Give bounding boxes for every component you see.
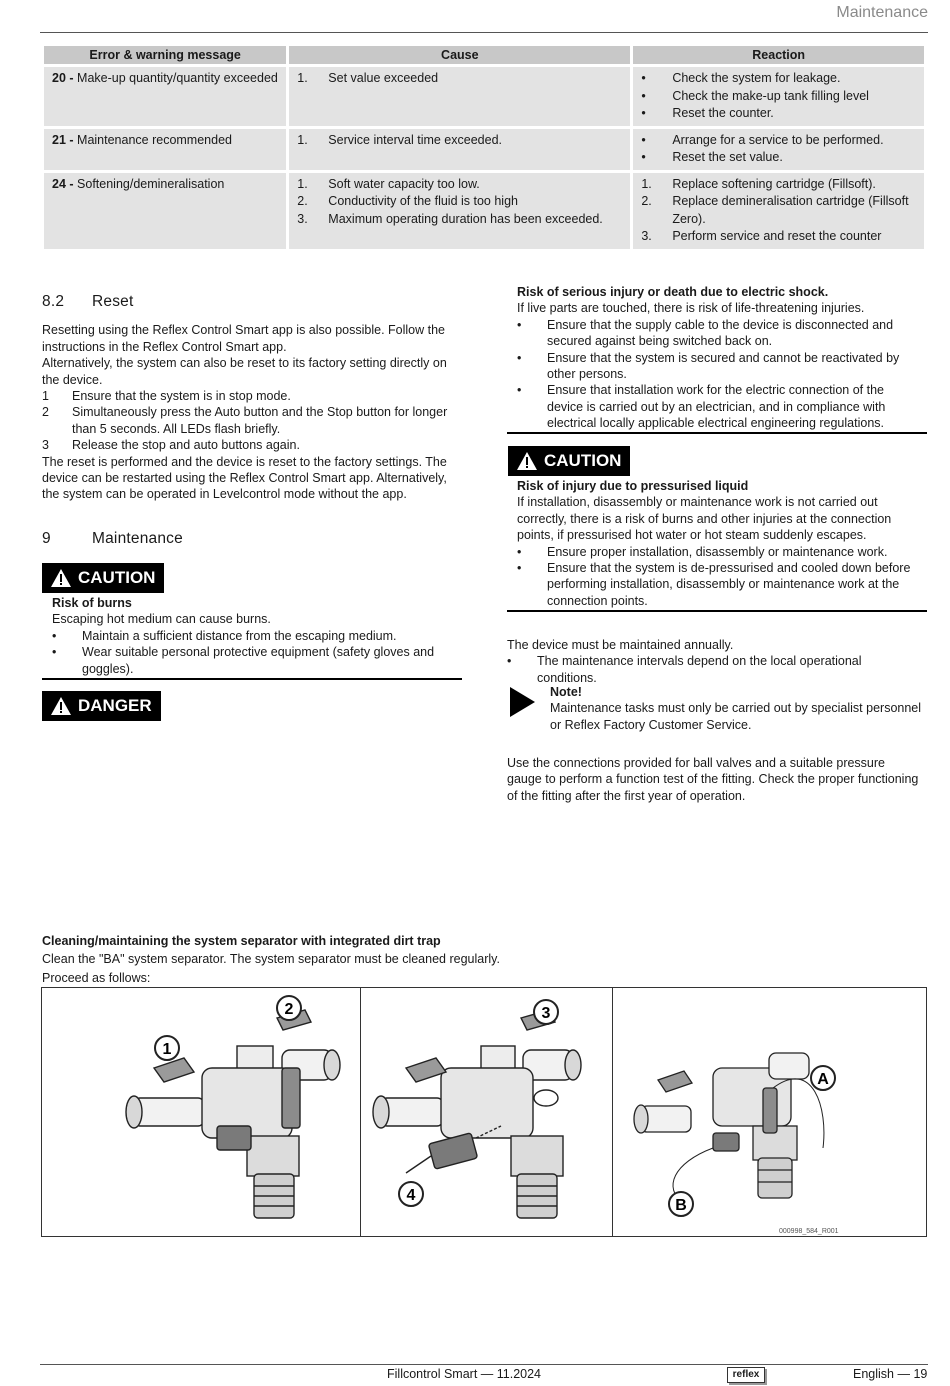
list-item: • Ensure that the supply cable to the device is disconnected and secured against being switched back on. xyxy=(517,317,894,349)
list-item: 1. Replace softening cartridge (Fillsoft). xyxy=(641,176,876,191)
caution-pressure-block xyxy=(517,478,922,609)
note-text: Maintenance tasks must only be carried out by specialist personnel or Reflex Factory Customer Service. xyxy=(550,701,922,732)
warning-text: If installation, disassembly or maintenance work is not carried out correctly, there is a risk of burns and other injuries at the connection points, if pressurised hot water or hot steam suddenly escapes. xyxy=(517,495,892,543)
paragraph: Proceed as follows: xyxy=(42,970,151,985)
error-message: Softening/demineralisation xyxy=(77,176,225,191)
warning-heading: Risk of injury due to pressurised liquid xyxy=(517,479,749,493)
note-arrow-icon xyxy=(510,687,535,717)
warning-rule xyxy=(42,678,462,680)
list-item: 3 Release the stop and auto buttons again. xyxy=(42,438,300,453)
list-item: 2. Conductivity of the fluid is too high xyxy=(297,194,518,208)
error-cell xyxy=(44,67,286,126)
cause-cell xyxy=(289,129,630,170)
callout-2: 2 xyxy=(284,1001,294,1018)
valve-illustration xyxy=(42,988,360,1236)
callout-B: B xyxy=(675,1197,687,1214)
section-number: 9 xyxy=(42,530,51,547)
reaction-cell xyxy=(633,129,924,170)
list-item: • Maintain a sufficient distance from the escaping medium. xyxy=(52,628,397,643)
list-item: 3. Perform service and reset the counter xyxy=(641,229,882,243)
note-heading: Note! xyxy=(550,685,582,699)
caution-badge: CAUTION xyxy=(42,563,164,593)
caution-badge: CAUTION xyxy=(508,446,630,476)
cause-cell xyxy=(289,173,630,249)
section-title: Maintenance xyxy=(92,530,183,547)
warning-triangle-icon xyxy=(516,451,538,471)
list-item: • Reset the counter. xyxy=(641,106,774,120)
warning-rule xyxy=(507,432,927,434)
left-column xyxy=(42,294,464,503)
paragraph: Clean the "BA" system separator. The system separator must be cleaned regularly. xyxy=(42,952,500,967)
warning-triangle-icon xyxy=(50,696,72,716)
callout-A: A xyxy=(817,1071,829,1088)
figure-code: 000998_584_R001 xyxy=(779,1228,839,1235)
table-row xyxy=(44,173,924,249)
footer-document: Fillcontrol Smart — 11.2024 xyxy=(387,1367,541,1381)
list-item: 1. Set value exceeded xyxy=(297,71,439,85)
figure-panel-3 xyxy=(612,988,926,1236)
valve-illustration xyxy=(361,988,613,1236)
list-item: • Ensure that installation work for the electric connection of the device is carried out by an electrician, and in compliance with electrical locally applicable electrical engineering regulations. xyxy=(517,383,886,431)
footer-rule xyxy=(40,1364,928,1365)
running-header: Maintenance xyxy=(836,4,928,21)
error-cell xyxy=(44,129,286,170)
reaction-cell xyxy=(633,67,924,126)
list-item: • Reset the set value. xyxy=(641,150,783,164)
paragraph: Resetting using the Reflex Control Smart app is also possible. Follow the instructions in the Reflex Control Smart app. xyxy=(42,323,445,354)
note-block xyxy=(550,684,922,733)
list-item: 1. Service interval time exceeded. xyxy=(297,132,502,147)
error-code: 20 - xyxy=(52,71,74,85)
section-number: 8.2 xyxy=(42,293,65,310)
error-cell xyxy=(44,173,286,249)
list-item: • Ensure that the system is secured and cannot be reactivated by other persons. xyxy=(517,350,900,382)
header-cause: Cause xyxy=(289,46,630,64)
footer-page: English — 19 xyxy=(853,1367,928,1381)
table-row xyxy=(44,129,924,170)
warning-text: Escaping hot medium can cause burns. xyxy=(52,612,271,627)
cleaning-block xyxy=(42,933,922,986)
warning-rule xyxy=(507,610,927,612)
cause-cell xyxy=(289,67,630,126)
callout-4: 4 xyxy=(406,1187,416,1204)
list-item: 1 Ensure that the system is in stop mode. xyxy=(42,389,291,404)
list-item: 1. Soft water capacity too low. xyxy=(297,176,480,191)
header-reaction: Reaction xyxy=(633,46,924,64)
table-header-row xyxy=(44,46,924,64)
error-code: 24 - xyxy=(52,176,74,191)
section-title: Reset xyxy=(92,293,134,310)
section-heading-reset xyxy=(42,294,464,310)
paragraph: Alternatively, the system can also be reset to its factory setting directly on the device. xyxy=(42,356,447,387)
list-item: • Check the make-up tank filling level xyxy=(641,88,869,103)
danger-shock-block xyxy=(517,284,922,432)
warning-heading: Risk of serious injury or death due to electric shock. xyxy=(517,285,829,299)
figure-panel-2 xyxy=(360,988,613,1236)
list-item: • Check the system for leakage. xyxy=(641,71,841,85)
warning-triangle-icon xyxy=(50,568,72,588)
section-heading-maintenance xyxy=(42,531,183,547)
paragraph: The reset is performed and the device is reset to the factory settings. The device can be restarted using the Reflex Control Smart app. Alternatively, the system can be operated in Levelcontrol mode without the app. xyxy=(42,454,447,502)
header-rule xyxy=(40,32,928,33)
table-row xyxy=(44,67,924,126)
cleaning-heading: Cleaning/maintaining the system separator with integrated dirt trap xyxy=(42,934,441,948)
warning-heading: Risk of burns xyxy=(52,596,132,610)
figure-panel-1 xyxy=(42,988,360,1236)
error-message: Maintenance recommended xyxy=(77,132,232,147)
callout-3: 3 xyxy=(541,1005,551,1022)
list-item: 3. Maximum operating duration has been exceeded. xyxy=(297,211,603,226)
list-item: 2. Replace demineralisation cartridge (Fillsoft Zero). xyxy=(641,194,909,226)
header-error: Error & warning message xyxy=(44,46,286,64)
valve-illustration xyxy=(613,988,927,1236)
caution-burns-block xyxy=(52,595,464,677)
error-code: 21 - xyxy=(52,132,74,147)
list-item: 2 Simultaneously press the Auto button and the Stop button for longer than 5 seconds. All LEDs flash briefly. xyxy=(42,405,448,436)
reflex-logo: reflex xyxy=(727,1367,765,1383)
list-item: • Ensure that the system is de-pressurised and cooled down before performing installation, disassembly or maintenance work at the connection points. xyxy=(517,561,911,608)
paragraph: The device must be maintained annually. xyxy=(507,638,734,652)
annual-block xyxy=(507,637,922,686)
warning-text: If live parts are touched, there is risk of life-threatening injuries. xyxy=(517,301,865,316)
danger-badge: DANGER xyxy=(42,691,161,721)
reaction-cell xyxy=(633,173,924,249)
list-item: • The maintenance intervals depend on the local operational conditions. xyxy=(507,654,862,685)
separator-figure xyxy=(41,987,927,1237)
error-table xyxy=(41,43,927,252)
callout-1: 1 xyxy=(162,1041,172,1058)
error-message: Make-up quantity/quantity exceeded xyxy=(77,71,278,85)
list-item: • Ensure proper installation, disassembly or maintenance work. xyxy=(517,544,888,559)
list-item: • Wear suitable personal protective equipment (safety gloves and goggles). xyxy=(52,645,435,676)
function-test-paragraph: Use the connections provided for ball valves and a suitable pressure gauge to perform a function test of the fitting. Check the proper functioning of the fitting after the first year of operation. xyxy=(507,756,919,803)
list-item: • Arrange for a service to be performed. xyxy=(641,132,884,147)
